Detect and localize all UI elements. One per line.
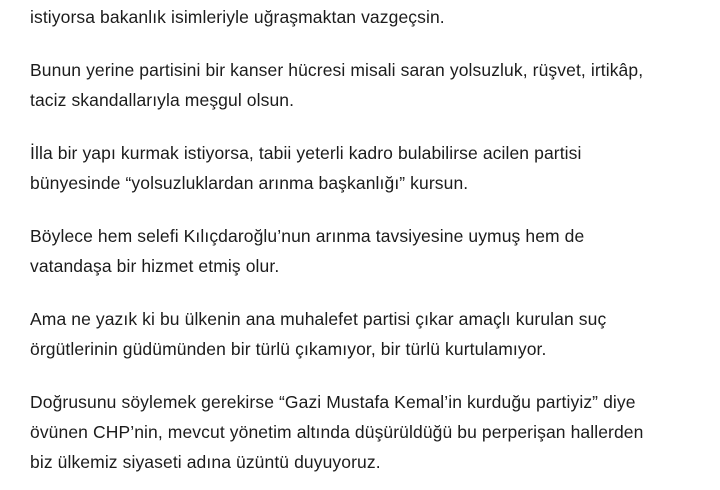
article-paragraph: istiyorsa bakanlık isimleriyle uğraşmaktan vazgeçsin. [30,7,445,27]
article-paragraph: Doğrusunu söylemek gerekirse “Gazi Mustafa Kemal’in kurduğu partiyiz” diye övünen CHP’nin, mevcut yönetim altında düşürüldüğü bu perperişan hallerden biz ülkemiz siyaseti adına üzüntü duyuyoruz. [30,392,644,472]
article-paragraph: Ama ne yazık ki bu ülkenin ana muhalefet partisi çıkar amaçlı kurulan suç örgütlerinin güdümünden bir türlü çıkamıyor, bir türlü kurtulamıyor. [30,309,607,359]
article-paragraph: Böylece hem selefi Kılıçdaroğlu’nun arınma tavsiyesine uymuş hem de vatandaşa bir hizmet etmiş olur. [30,226,585,276]
article-paragraph: İlla bir yapı kurmak istiyorsa, tabii yeterli kadro bulabilirse acilen partisi bünyesinde “yolsuzluklardan arınma başkanlığı” kursun. [30,143,582,193]
article-paragraph: Bunun yerine partisini bir kanser hücresi misali saran yolsuzluk, rüşvet, irtikâp, taciz skandallarıyla meşgul olsun. [30,60,644,110]
